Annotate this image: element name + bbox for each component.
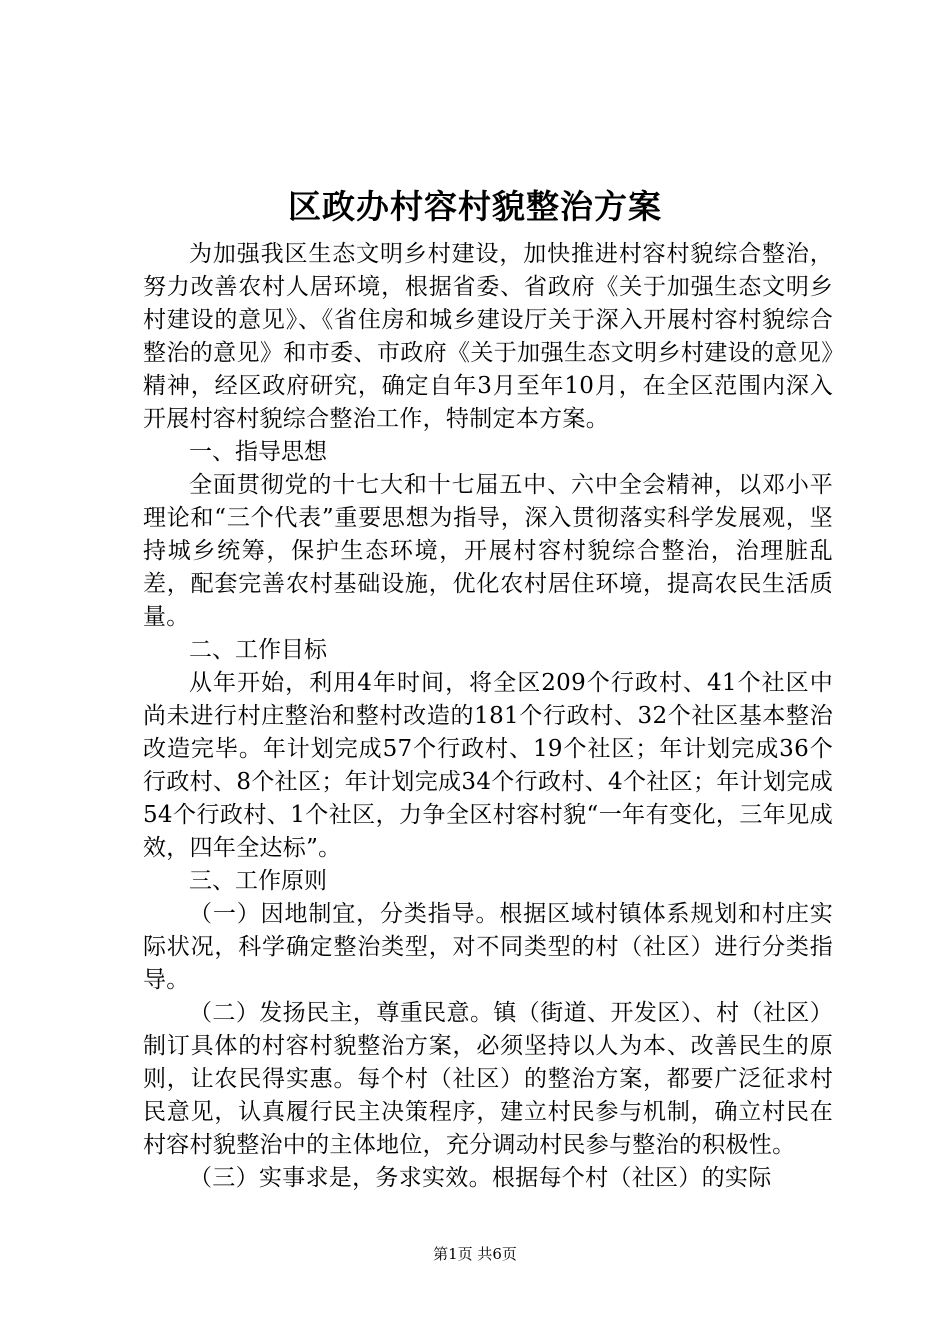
intro-paragraph: 为加强我区生态文明乡村建设，加快推进村容村貌综合整治，努力改善农村人居环境，根据省委、省政府《关于加强生态文明乡村建设的意见》、《省住房和城乡建设厅关于深入开展村容村貌综合整治的意见》和市委、市政府《关于加强生态文明乡村建设的意见》精神，经区政府研究，确定自年3月至年10月，在全区范围内深入开展村容村貌综合整治工作，特制定本方案。	[143, 241, 833, 432]
guiding-ideology-paragraph: 全面贯彻党的十七大和十七届五中、六中全会精神，以邓小平理论和“三个代表”重要思想为指导，深入贯彻落实科学发展观，坚持城乡统筹，保护生态环境，开展村容村貌综合整治，治理脏乱差，配套完善农村基础设施，优化农村居住环境，提高农民生活质量。	[143, 472, 833, 630]
document-title: 区政办村容村貌整治方案	[288, 187, 662, 226]
principle-1-paragraph: （一）因地制宜，分类指导。根据区域村镇体系规划和村庄实际状况，科学确定整治类型，对不同类型的村（社区）进行分类指导。	[143, 901, 833, 993]
document-body	[143, 238, 833, 1195]
principle-3-paragraph: （三）实事求是，务求实效。根据每个村（社区）的实际	[189, 1165, 772, 1191]
principle-2-paragraph: （二）发扬民主，尊重民意。镇（街道、开发区）、村（社区）制订具体的村容村貌整治方案，必须坚持以人为本、改善民生的原则，让农民得实惠。每个村（社区）的整治方案，都要广泛征求村民意见，认真履行民主决策程序，建立村民参与机制，确立村民在村容村貌整治中的主体地位，充分调动村民参与整治的积极性。	[143, 1000, 833, 1158]
section-heading-guiding-ideology: 一、指导思想	[189, 439, 327, 465]
page-footer: 第1页 共6页	[433, 1245, 517, 1263]
work-goals-paragraph: 从年开始，利用4年时间，将全区209个行政村、41个社区中尚未进行村庄整治和整村改造的181个行政村、32个社区基本整治改造完毕。年计划完成57个行政村、19个社区；年计划完成36个行政村、8个社区；年计划完成34个行政村、4个社区；年计划完成54个行政村、1个社区，力争全区村容村貌“一年有变化，三年见成效，四年全达标”。	[143, 670, 833, 861]
section-heading-work-goals: 二、工作目标	[189, 637, 327, 663]
section-heading-work-principles: 三、工作原则	[189, 868, 327, 894]
